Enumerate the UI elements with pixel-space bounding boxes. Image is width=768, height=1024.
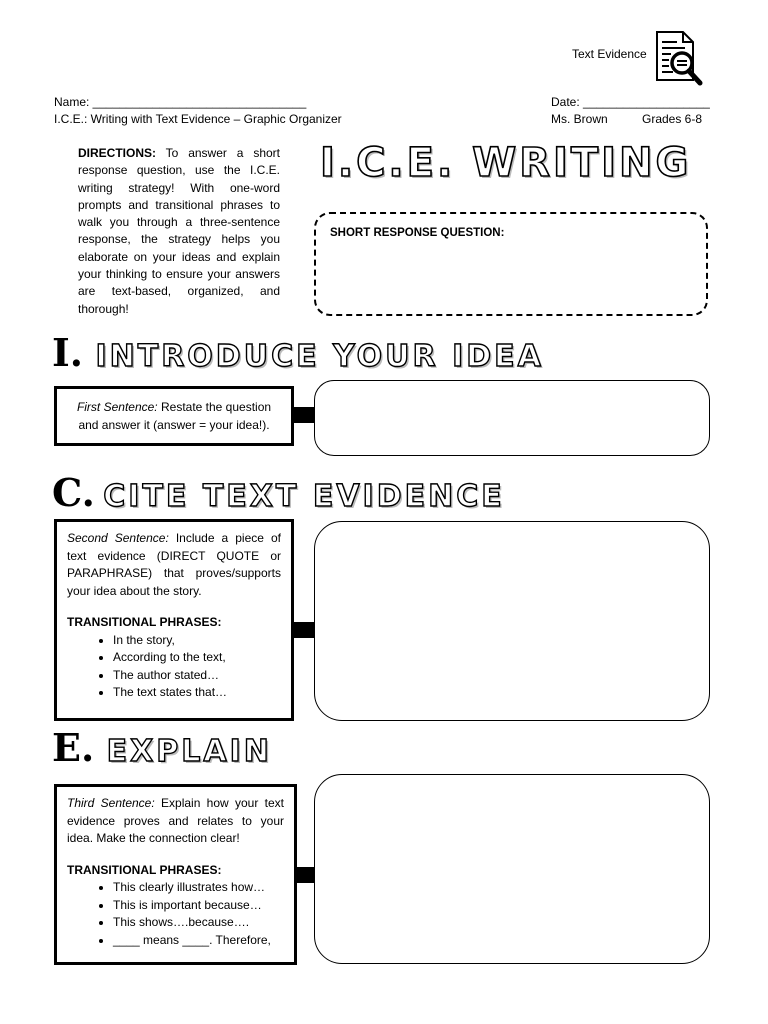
section-heading-introduce: INTRODUCE YOUR IDEA [95, 339, 544, 374]
directions-paragraph [78, 145, 280, 318]
date-field[interactable]: Date: ___________________ [551, 95, 710, 109]
corner-title: Text Evidence [572, 47, 647, 61]
instruction-text-first: Restate the question and answer it (answer = your idea!). [78, 400, 272, 432]
section-introduce-header [52, 330, 544, 375]
list-item: • The author stated… [113, 667, 281, 685]
instruction-box-second [54, 519, 294, 721]
sentence-label-first: First Sentence: [76, 400, 158, 414]
section-letter-c: C. [52, 470, 95, 515]
section-heading-cite: CITE TEXT EVIDENCE [103, 479, 505, 514]
instruction-text-second: Include a piece of text evidence (DIRECT QUOTE or PARAPHRASE) that proves/supports your idea about the story. [67, 531, 281, 598]
list-item: • According to the text, [113, 649, 281, 667]
document-subtitle: I.C.E.: Writing with Text Evidence – Graphic Organizer [54, 112, 342, 126]
teacher-name: Ms. Brown [551, 112, 608, 126]
instruction-box-third [54, 784, 297, 965]
section-explain-header [52, 725, 272, 770]
list-item: • The text states that… [113, 684, 281, 702]
list-item: • This is important because… [113, 897, 284, 915]
answer-box-cite[interactable] [314, 521, 710, 721]
transitional-phrases-label: TRANSITIONAL PHRASES: [67, 615, 222, 629]
short-response-label: SHORT RESPONSE QUESTION: [330, 227, 505, 239]
name-field[interactable]: Name: ________________________________ [54, 95, 307, 109]
section-letter-e: E. [52, 725, 95, 770]
directions-label: DIRECTIONS: [78, 146, 156, 160]
transitional-phrase-list [67, 632, 281, 702]
transitional-phrase-list [67, 879, 284, 949]
sentence-label-third: Third Sentence: [67, 796, 155, 810]
list-item: • This clearly illustrates how… [113, 879, 284, 897]
section-cite-header [52, 470, 505, 515]
sentence-label-second: Second Sentence: [67, 531, 169, 545]
section-heading-explain: EXPLAIN [106, 734, 272, 769]
instruction-box-first [54, 386, 294, 446]
transitional-phrases-label: TRANSITIONAL PHRASES: [67, 862, 222, 877]
list-item: • In the story, [113, 632, 281, 650]
document-magnifier-icon [655, 30, 703, 86]
page-title: I.C.E. WRITING [320, 140, 692, 186]
list-item: • This shows….because…. [113, 914, 284, 932]
list-item: • ____ means ____. Therefore, [113, 932, 284, 950]
grade-level: Grades 6-8 [642, 112, 703, 126]
instruction-text-third: Explain how your text evidence proves and relates to your idea. Make the connection clear! [67, 796, 284, 845]
section-letter-i: I. [52, 330, 84, 375]
answer-box-explain[interactable] [314, 774, 710, 964]
answer-box-introduce[interactable] [314, 380, 710, 456]
directions-text: To answer a short response question, use the I.C.E. writing strategy! With one-word prompts and transitional phrases to walk you through a three-sentence response, the strategy helps you elaborate on your ideas and explain your thinking to ensure your answers are text-based, organized, and thorough! [78, 146, 280, 316]
